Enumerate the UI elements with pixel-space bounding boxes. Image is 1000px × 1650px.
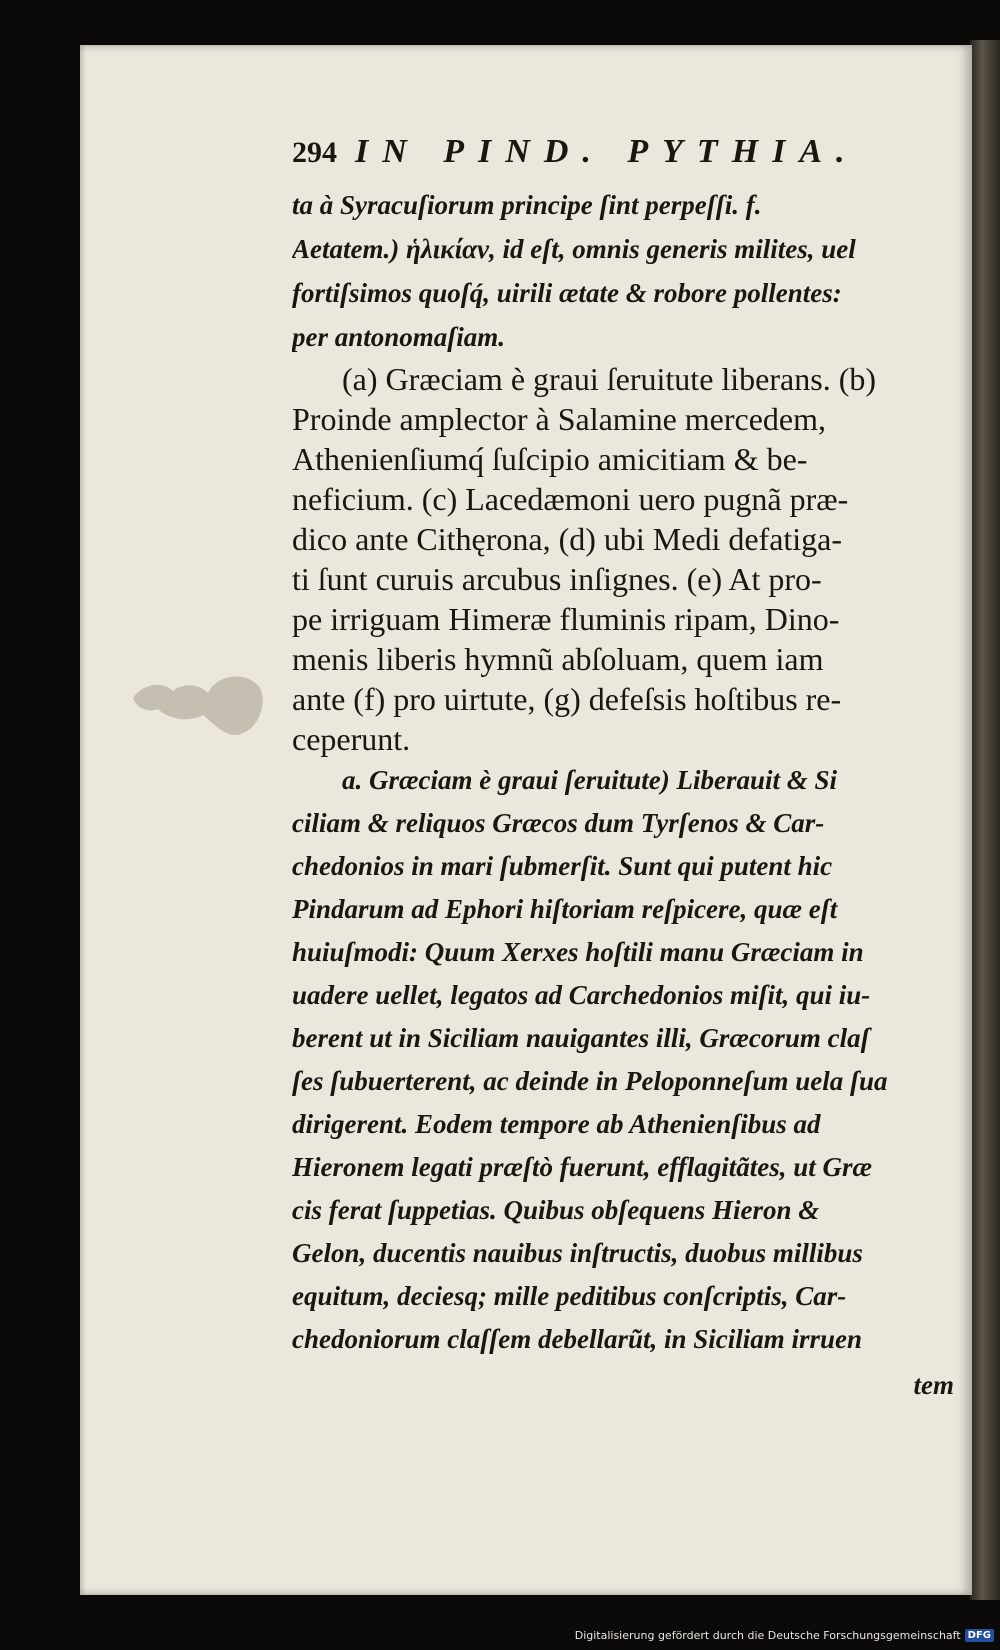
main-text-line: ante (f) pro uirtute, (g) defeſsis hoſtibus re- bbox=[292, 681, 842, 717]
note-line: Aetatem.) ἡλικίαν, id eſt, omnis generis milites, uel bbox=[292, 234, 856, 264]
dfg-logo: DFG bbox=[965, 1629, 994, 1642]
commentary-line: cis ferat ſuppetias. Quibus obſequens Hieron & bbox=[292, 1195, 820, 1225]
main-text-line: Proinde amplector à Salamine mercedem, bbox=[292, 401, 827, 437]
page-text bbox=[292, 133, 954, 1407]
commentary-line: ciliam & reliquos Græcos dum Tyrſenos & Car- bbox=[292, 808, 825, 838]
commentary-line: chedoniorum claſſem debellarũt, in Siciliam irruen bbox=[292, 1324, 863, 1354]
catchword: tem bbox=[913, 1370, 954, 1400]
text-lines bbox=[292, 183, 954, 1361]
note-line: per antonomaſiam. bbox=[292, 322, 506, 352]
commentary-line: Pindarum ad Ephori hiſtoriam reſpicere, quæ eſt bbox=[292, 894, 838, 924]
book-edge bbox=[970, 40, 1000, 1600]
note-line: ta à Syracuſiorum principe ſint perpeſſi. f. bbox=[292, 190, 762, 220]
main-text-line: Athenienſiumq́ ſuſcipio amicitiam & be- bbox=[292, 441, 808, 477]
running-header bbox=[292, 133, 954, 179]
commentary-line: ſes ſubuerterent, ac deinde in Peloponneſum uela ſua bbox=[292, 1066, 888, 1096]
page-number: 294 bbox=[292, 136, 337, 169]
funding-credit: Digitalisierung gefördert durch die Deutsche Forschungsgemeinschaft bbox=[574, 1628, 961, 1642]
book-page bbox=[80, 45, 972, 1595]
digitization-footer bbox=[0, 1620, 1000, 1650]
commentary-line: equitum, deciesq; mille peditibus conſcriptis, Car- bbox=[292, 1281, 847, 1311]
commentary-line: huiuſmodi: Quum Xerxes hoſtili manu Græciam in bbox=[292, 937, 864, 967]
commentary-line: a. Græciam è graui ſeruitute) Liberauit & Si bbox=[342, 765, 838, 795]
commentary-line: Gelon, ducentis nauibus inſtructis, duobus millibus bbox=[292, 1238, 863, 1268]
running-head-title: IN PIND. PYTHIA. bbox=[355, 133, 859, 170]
ink-stain bbox=[128, 653, 268, 743]
main-text-line: neficium. (c) Lacedæmoni uero pugnã præ- bbox=[292, 481, 849, 517]
main-text-line: pe irriguam Himeræ fluminis ripam, Dino- bbox=[292, 601, 840, 637]
main-text-line: (a) Græciam è graui ſeruitute liberans. (b) bbox=[342, 361, 876, 397]
main-text-line: ti ſunt curuis arcubus inſignes. (e) At pro- bbox=[292, 561, 822, 597]
commentary-line: Hieronem legati præſtò fuerunt, efflagitãtes, ut Græ bbox=[292, 1152, 873, 1182]
commentary-line: berent ut in Siciliam nauigantes illi, Græcorum claſ bbox=[292, 1023, 870, 1053]
note-line: fortiſsimos quoſq́, uirili ætate & robore pollentes: bbox=[292, 278, 842, 308]
main-text-line: dico ante Cithęrona, (d) ubi Medi defatiga- bbox=[292, 521, 843, 557]
commentary-line: dirigerent. Eodem tempore ab Athenienſibus ad bbox=[292, 1109, 821, 1139]
commentary-line: uadere uellet, legatos ad Carchedonios miſit, qui iu- bbox=[292, 980, 871, 1010]
main-text-line: ceperunt. bbox=[292, 721, 411, 757]
commentary-line: chedonios in mari ſubmerſit. Sunt qui putent hic bbox=[292, 851, 833, 881]
main-text-line: menis liberis hymnũ abſoluam, quem iam bbox=[292, 641, 824, 677]
